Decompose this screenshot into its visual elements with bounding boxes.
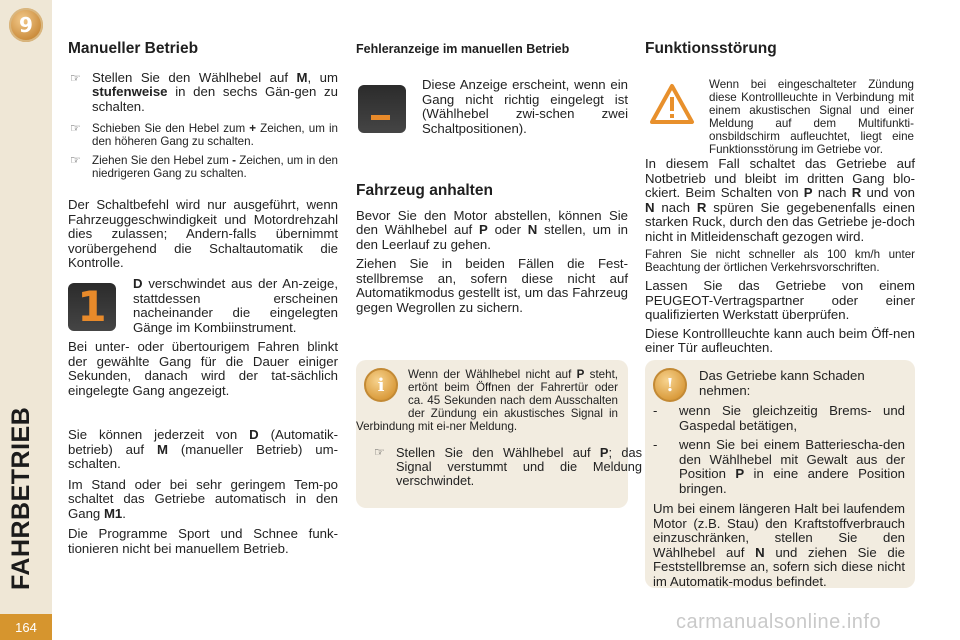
paragraph-check-workshop: Lassen Sie das Getriebe von einem PEUGEOT-Vertragspartner oder einer qualifizierten Werkstatt überprüfen. — [645, 278, 915, 322]
info-box: i Wenn der Wählhebel nicht auf P steht, ertönt beim Öffnen der Fahrertür oder ca. 45 Sekunden nach dem Ausschalten der Zündung ein akustisches Signal in Verbindung mit ei-ner Meldung. ☞ Stellen Sie den Wählhebel auf P; das Signal verstummt und die Meldung verschwindet. — [356, 360, 628, 508]
bullet-shift-down: ☞ Ziehen Sie den Hebel zum - Zeichen, um in den niedrigeren Gang zu schalten. — [70, 153, 338, 180]
paragraph-door-light: Diese Kontrollleuchte kann auch beim Öff-nen einer Tür aufleuchten. — [645, 325, 915, 355]
bullet-hand-icon: ☞ — [70, 153, 81, 167]
chapter-badge — [9, 8, 43, 42]
column-manual-mode — [68, 42, 338, 271]
heading-stop-vehicle: Fahrzeug anhalten — [356, 182, 493, 199]
column-malfunction-body — [645, 157, 915, 356]
bullet-select-p: ☞ Stellen Sie den Wählhebel auf P; das Signal verstummt und die Meldung verschwindet. — [374, 445, 642, 488]
paragraph-parking-brake: Ziehen Sie in beiden Fällen die Fest-stellbremse an, sofern diese nicht auf Automatikmodus gestellt ist, um das Fahrzeug gegen Wegrollen zu sichern. — [356, 256, 628, 315]
warning-box — [645, 360, 915, 588]
gear-error-display-icon — [358, 85, 406, 133]
paragraph-before-stop: Bevor Sie den Motor abstellen, können Sie den Wählhebel auf P oder N stellen, um in den Leerlauf zu gehen. — [356, 207, 628, 252]
column-stop-vehicle — [356, 184, 628, 315]
info-icon: i — [364, 368, 398, 402]
page-number: 164 — [0, 614, 52, 640]
heading-malfunction: Funktionsstörung — [645, 40, 777, 57]
paragraph-warning-light: Wenn bei eingeschalteter Zündung diese Kontrollleuchte in Verbindung mit einem akustischen Signal und einer Meldung auf dem Multifunkti-onsbildschirm aufleuchtet, liegt eine Funktionsstörung im Getriebe vor. — [709, 78, 914, 156]
paragraph-shift-command: Der Schaltbefehl wird nur ausgeführt, wenn Fahrzeuggeschwindigkeit und Motordrehzahl dies zulassen; Andern-falls übernimmt vorübergehend die Schaltautomatik die Kontrolle. — [68, 197, 338, 270]
warning-triangle-icon — [649, 83, 695, 125]
warning-intro: Das Getriebe kann Schaden nehmen: — [699, 368, 865, 398]
chapter-sidebar — [0, 0, 52, 640]
bullet-hand-icon: ☞ — [70, 70, 81, 85]
warning-item-pedals: - wenn Sie gleichzeitig Brems- und Gaspedal betätigen, — [653, 403, 905, 433]
paragraph-speed-limit: Fahren Sie nicht schneller als 100 km/h unter Beachtung der örtlichen Verkehrsvorschriften. — [645, 248, 915, 274]
watermark: carmanualsonline.info — [676, 611, 882, 633]
exclamation-icon: ! — [653, 368, 687, 402]
bullet-shift-up: ☞ Schieben Sie den Hebel zum + Zeichen, um in den höheren Gang zu schalten. — [70, 121, 338, 148]
warning-fuel-tip: Um bei einem längeren Halt bei laufendem Motor (z.B. Stau) den Kraftstoffverbrauch einzuschränken, stellen Sie den Wählhebel auf N und ziehen Sie die Feststellbremse an, sofern sich diese nicht im Automatik-modus befindet. — [653, 501, 905, 589]
column-malfunction — [645, 42, 915, 57]
paragraph-auto-m1: Im Stand oder bei sehr geringem Tem-po schaltet das Getriebe automatisch in den Gang M1. — [68, 476, 338, 521]
paragraph-emergency-mode: In diesem Fall schaltet das Getriebe auf Notbetrieb und bleibt im dritten Gang blo-ckiert. Beim Schalten von P nach R und von N nach R spüren Sie gegebenenfalls einen starken Ruck, durch den das Getriebe je-doch nicht in Mitleidenschaft gezogen wird. — [645, 156, 915, 244]
paragraph-rpm-blink: Bei unter- oder übertourigem Fahren blinkt der gewählte Gang für die Dauer einiger Sekunden, danach wird der tat-sächlich eingelegte Gang angezeigt. — [68, 339, 338, 398]
chapter-title: FAHRBETRIEB — [7, 406, 35, 590]
paragraph-d-disappears: D verschwindet aus der An-zeige, stattdessen erscheinen nacheinander die eingelegten Gänge im Kombiinstrument. — [133, 276, 338, 335]
paragraph-sport-snow: Die Programme Sport und Schnee funk-tionieren nicht bei manuellem Betrieb. — [68, 526, 338, 556]
paragraph-switch-mode: Sie können jederzeit von D (Automatik-betrieb) auf M (manueller Betrieb) um-schalten. — [68, 427, 338, 471]
heading-manual-mode: Manueller Betrieb — [68, 40, 199, 57]
gear-1-display-icon: 1 — [68, 283, 116, 331]
column-error-display — [356, 42, 628, 57]
heading-error-display: Fehleranzeige im manuellen Betrieb — [356, 42, 570, 56]
bullet-hand-icon: ☞ — [70, 121, 81, 135]
warning-item-battery: - wenn Sie bei einem Batteriescha-den den Wählhebel mit Gewalt aus der Position P in eine andere Position bringen. — [653, 437, 905, 496]
column-manual-mode-lower — [68, 340, 338, 556]
minus-bar — [371, 115, 390, 120]
bullet-select-m: ☞ Stellen Sie den Wählhebel auf M, um stufenweise in den sechs Gän-gen zu schalten. — [70, 69, 338, 114]
bullet-hand-icon: ☞ — [374, 445, 385, 459]
chapter-number: 9 — [19, 13, 33, 37]
paragraph-error-display: Diese Anzeige erscheint, wenn ein Gang nicht richtig eingelegt ist (Wählhebel zwi-schen zwei Schaltpositionen). — [422, 77, 628, 136]
